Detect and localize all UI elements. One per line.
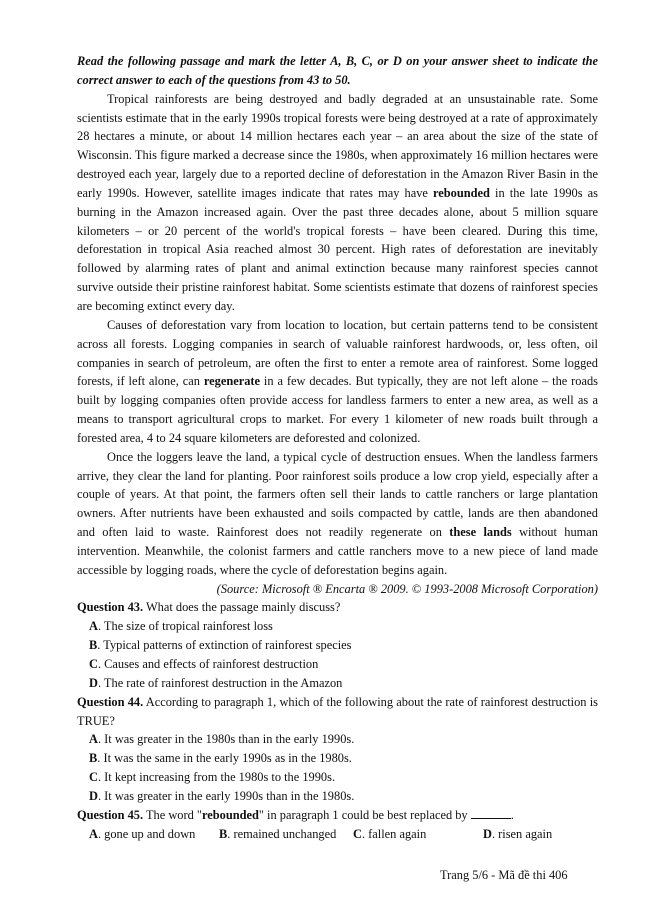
option-text: . risen again bbox=[491, 826, 553, 841]
option-letter: C bbox=[353, 826, 362, 841]
question-stem: According to paragraph 1, which of the following about the rate of rainforest destruction is TRUE? bbox=[77, 694, 598, 728]
question-stem: What does the passage mainly discuss? bbox=[143, 600, 341, 615]
question-label: Question 43. bbox=[77, 600, 144, 615]
option-text: . The rate of rainforest destruction in the Amazon bbox=[97, 675, 343, 690]
paragraph-text: without human intervention. Meanwhile, the colonist farmers and cattle ranchers move to a new piece of land made accessible by logging roads, where the cycle of deforestation begins again. bbox=[77, 525, 599, 577]
question-stem-part: The word " bbox=[143, 807, 202, 822]
option-a[interactable] bbox=[89, 825, 219, 844]
option-text: . It was greater in the 1980s than in the early 1990s. bbox=[97, 732, 355, 747]
option-d[interactable] bbox=[89, 674, 598, 693]
option-text: . fallen again bbox=[361, 826, 427, 841]
question-stem-part: " in paragraph 1 could be best replaced by bbox=[258, 807, 468, 822]
option-a[interactable] bbox=[89, 730, 598, 749]
highlighted-word: regenerate bbox=[203, 374, 261, 389]
exam-content bbox=[77, 52, 598, 843]
option-letter: D bbox=[89, 675, 98, 690]
paragraph-text: Once the loggers leave the land, a typical cycle of destruction ensues. When the landless farmers arrive, they clear the land for planting. Poor rainforest soils produce a low crop yield, especially after a couple of years. At that point, the farmers often sell their lands to cattle ranchers or large plantation owners. After nutrients have been exhausted and soils compacted by cattle, lands are then abandoned and often laid to waste. Rainforest does not readily regenerate on bbox=[77, 449, 598, 540]
paragraph-text: Tropical rainforests are being destroyed and badly degraded at an unsustainable rate. Some scientists estimate that in the early 1990s tropical forests were being destroyed at a rate of approximately 28 hectares a minute, or about 14 million hectares each year – an area about the size of the state of Wisconsin. This figure marked a decrease since the 1980s, when approximately 16 million hectares were destroyed each year, largely due to a reported decline of deforestation in the Amazon River Basin in the early 1990s. However, satellite images indicate that rates may have bbox=[77, 91, 598, 200]
option-c[interactable] bbox=[89, 655, 598, 674]
option-text: . gone up and down bbox=[97, 826, 196, 841]
option-text: . It kept increasing from the 1980s to the 1990s. bbox=[97, 770, 336, 785]
paragraph-2 bbox=[77, 316, 598, 448]
option-b[interactable] bbox=[89, 749, 598, 768]
paragraph-text: Causes of deforestation vary from location to location, but certain patterns tend to be consistent across all forests. Logging companies in search of valuable rainforest hardwoods, or, less often, oil companies in search of petroleum, are often the first to enter a remote area of rainforest. Some logged forests, if left alone, can bbox=[77, 317, 598, 389]
question-label: Question 45. bbox=[77, 807, 144, 822]
highlighted-word: rebounded bbox=[201, 807, 259, 822]
option-letter: D bbox=[89, 788, 98, 803]
option-d[interactable] bbox=[89, 787, 598, 806]
option-letter: B bbox=[89, 751, 98, 766]
paragraph-3 bbox=[77, 448, 598, 580]
question-45 bbox=[77, 806, 598, 844]
option-text: . The size of tropical rainforest loss bbox=[97, 619, 273, 634]
option-text: . It was the same in the early 1990s as in the 1980s. bbox=[97, 751, 352, 766]
option-c[interactable] bbox=[89, 768, 598, 787]
option-letter: A bbox=[89, 732, 98, 747]
option-letter: A bbox=[89, 826, 98, 841]
highlighted-word: rebounded bbox=[432, 185, 490, 200]
option-letter: B bbox=[219, 826, 228, 841]
highlighted-word: these lands bbox=[449, 525, 512, 540]
option-letter: B bbox=[89, 638, 98, 653]
option-text: . Typical patterns of extinction of rainforest species bbox=[97, 638, 352, 653]
question-43 bbox=[77, 598, 598, 692]
source-citation: (Source: Microsoft ® Encarta ® 2009. © 1993-2008 Microsoft Corporation) bbox=[216, 581, 598, 596]
paragraph-text: in the late 1990s as burning in the Amazon increased again. Over the past three decades alone, about 5 million square kilometers – or 20 percent of the world's tropical forests – have been cleared. During this time, deforestation in tropical Asia reached almost 30 percent. High rates of deforestation are inevitably followed by alarming rates of plant and animal extinction because many rainforest species cannot survive outside their pristine rainforest habitat. Some scientists estimate that dozens of rainforest species are becoming extinct every day. bbox=[77, 185, 598, 313]
question-label: Question 44. bbox=[77, 694, 144, 709]
option-text: . It was greater in the early 1990s than in the 1980s. bbox=[97, 788, 355, 803]
paragraph-text: in a few decades. But typically, they are not left alone – the roads built by logging companies often provide access for landless farmers to enter a new area, as well as a means to transport agricultural crops to market. For every 1 kilometer of new roads built through a forested area, 4 to 24 square kilometers are deforested and colonized. bbox=[77, 374, 598, 445]
option-d[interactable] bbox=[483, 825, 552, 844]
option-letter: A bbox=[89, 619, 98, 634]
option-letter: D bbox=[483, 826, 492, 841]
option-b[interactable] bbox=[89, 636, 598, 655]
question-44 bbox=[77, 693, 598, 806]
option-a[interactable] bbox=[89, 617, 598, 636]
option-text: . remained unchanged bbox=[227, 826, 337, 841]
option-letter: C bbox=[89, 770, 98, 785]
option-letter: C bbox=[89, 657, 98, 671]
answer-blank bbox=[471, 808, 511, 819]
question-stem-part: . bbox=[510, 807, 514, 822]
paragraph-1 bbox=[77, 90, 598, 316]
instructions: Read the following passage and mark the letter A, B, C, or D on your answer sheet to indicate the correct answer to each of the questions from 43 to 50. bbox=[77, 54, 598, 87]
page-footer: Trang 5/6 - Mã đề thi 406 bbox=[440, 868, 568, 882]
option-text: . Causes and effects of rainforest destruction bbox=[97, 657, 319, 671]
options-row bbox=[89, 825, 598, 844]
option-b[interactable] bbox=[219, 825, 353, 844]
option-c[interactable] bbox=[353, 825, 483, 844]
